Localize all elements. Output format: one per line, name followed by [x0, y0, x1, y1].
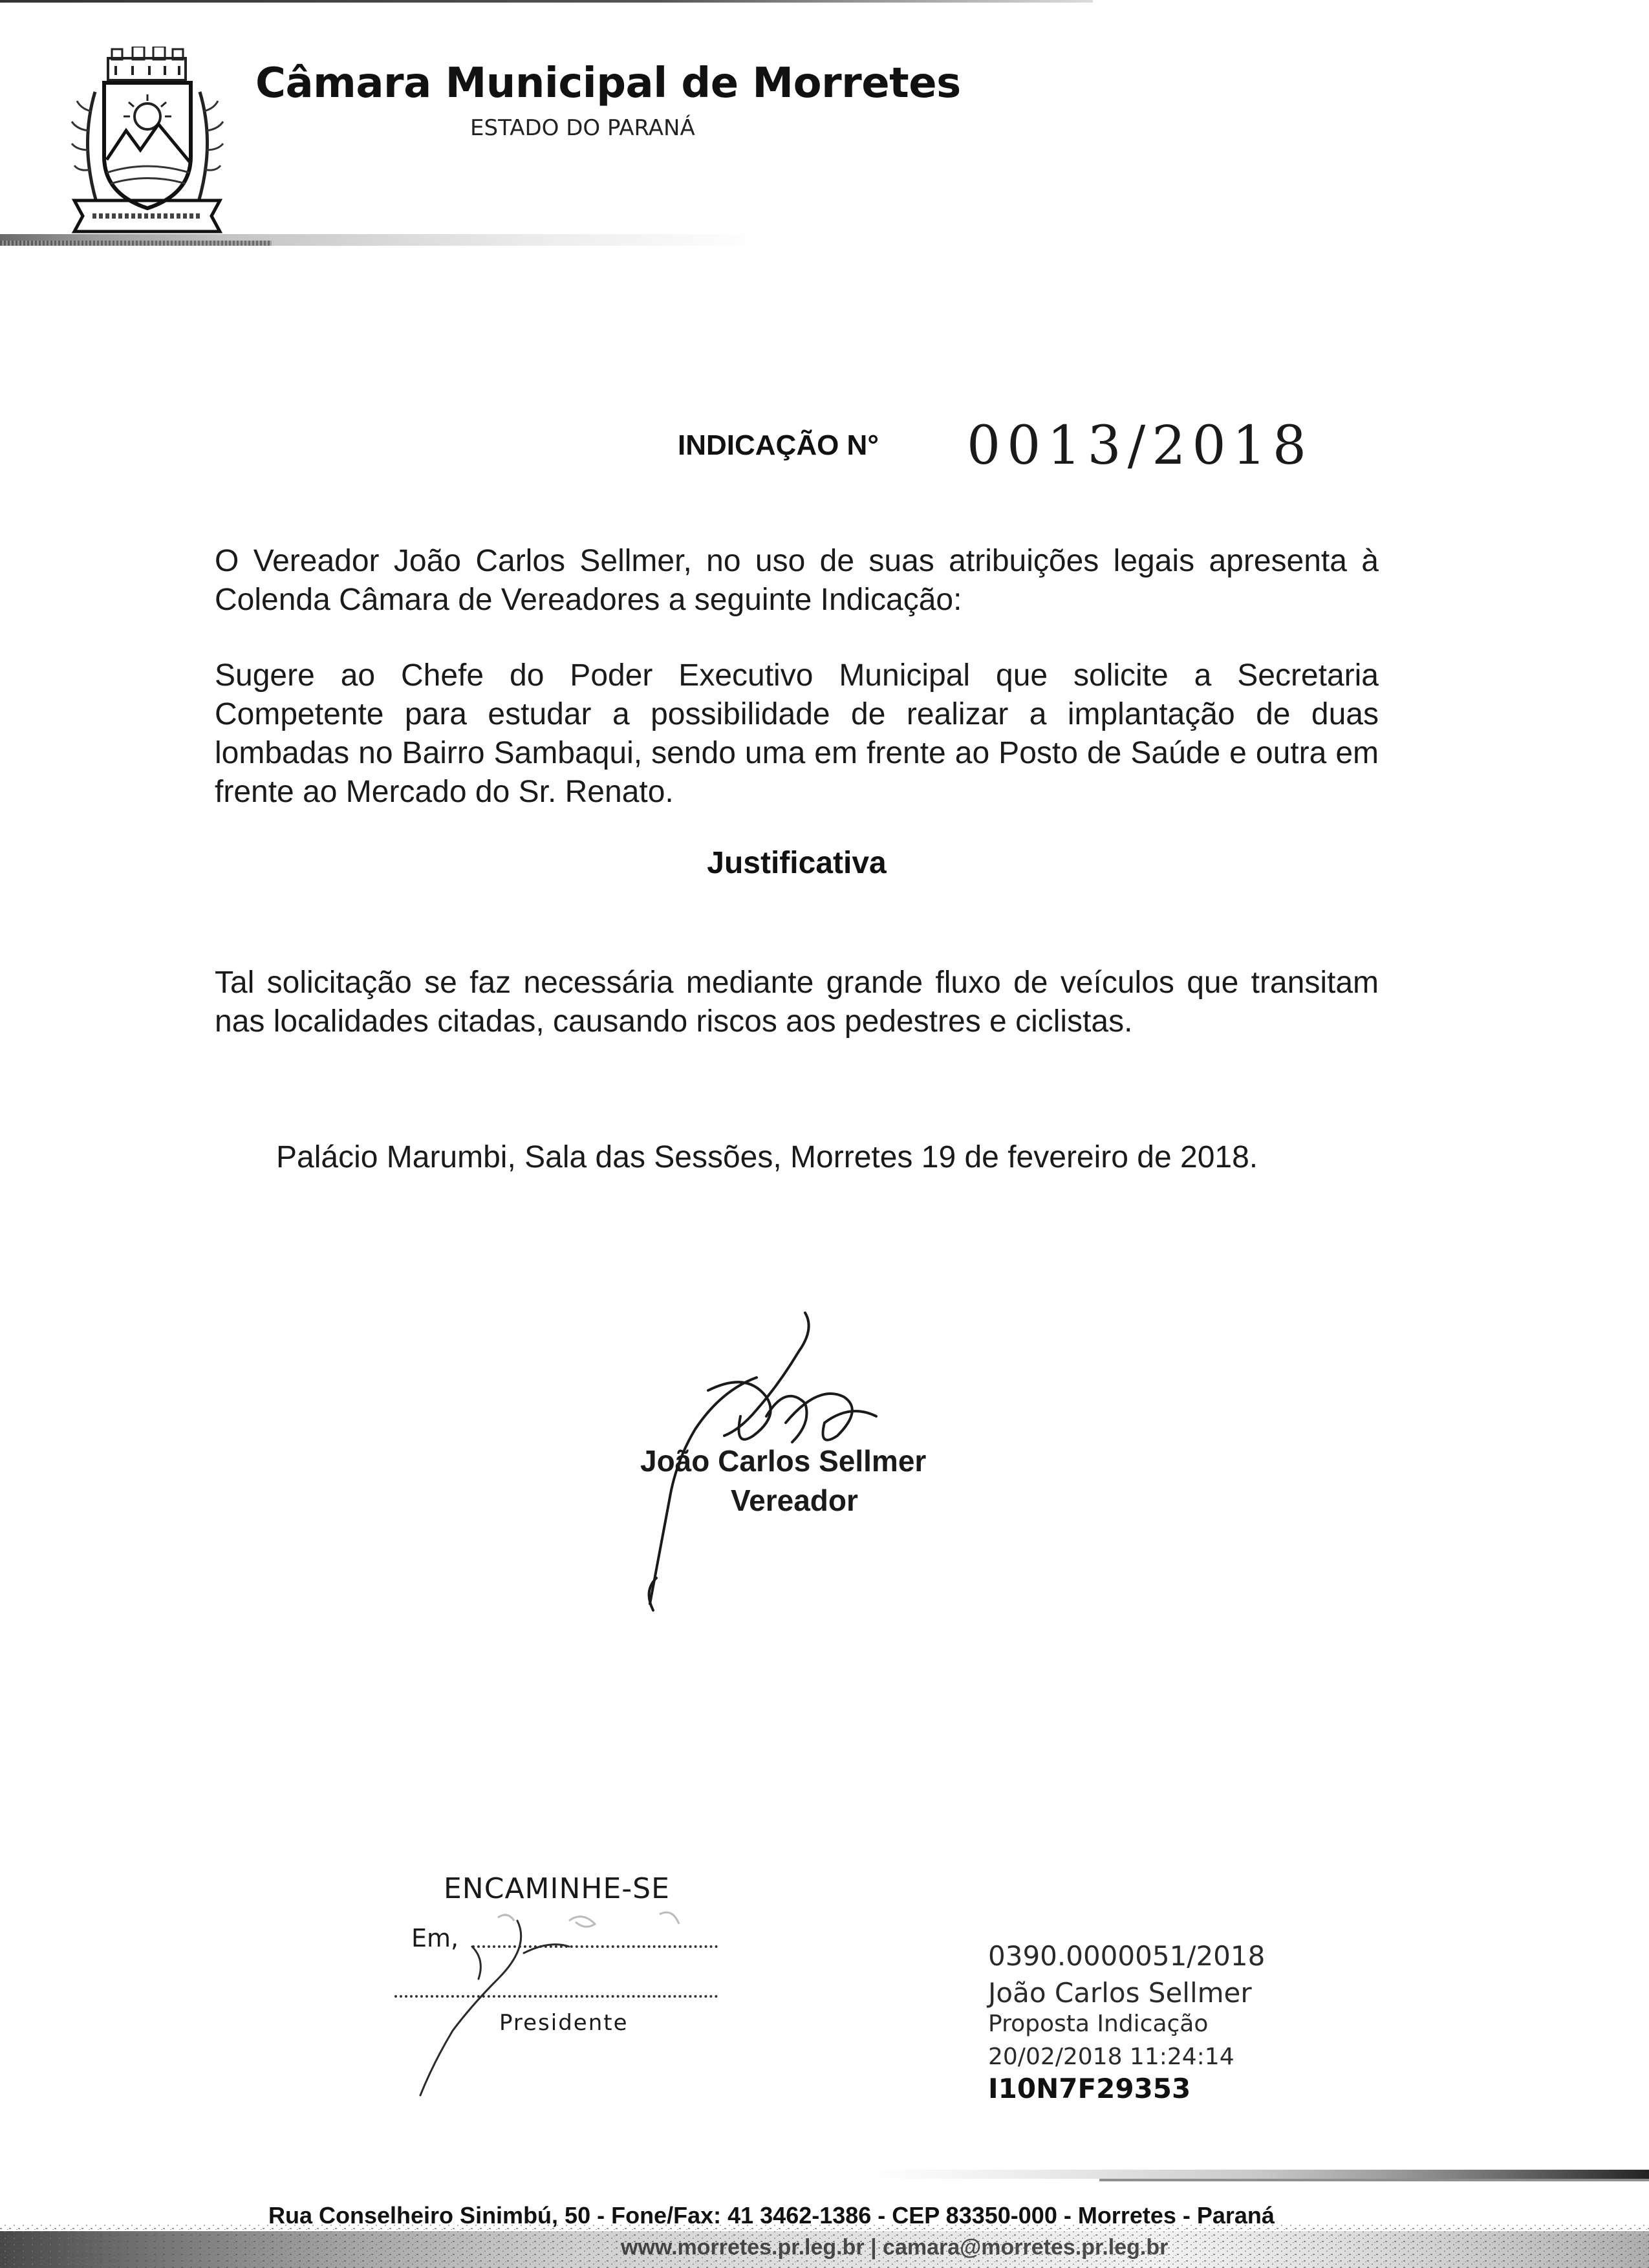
signatory-role: Vereador [731, 1484, 858, 1517]
indicacao-label: INDICAÇÃO N° [678, 429, 879, 461]
protocol-author: João Carlos Sellmer [988, 1977, 1252, 2009]
header-divider-texture [0, 241, 272, 246]
footer-address: Rua Conselheiro Sinimbú, 50 - Fone/Fax: 41 3462-1386 - CEP 83350-000 - Morretes - Paraná [268, 2202, 1275, 2229]
footer-contact: www.morretes.pr.leg.br | camara@morretes.pr.leg.br [621, 2235, 1169, 2260]
justification-heading: Justificativa [707, 846, 887, 880]
protocol-type: Proposta Indicação [988, 2011, 1209, 2037]
protocol-code: 0390.0000051/2018 [988, 1940, 1266, 1972]
signatory-name: João Carlos Sellmer [640, 1444, 927, 1478]
place-date: Palácio Marumbi, Sala das Sessões, Morretes 19 de fevereiro de 2018. [276, 1140, 1258, 1174]
request-paragraph: Sugere ao Chefe do Poder Executivo Municipal que solicite a Secretaria Competente para estudar a possibilidade de realizar a implantação de duas lombadas no Bairro Sambaqui, sendo uma em frente ao Posto de Saúde e outra em frente ao Mercado do Sr. Renato. [215, 658, 1379, 809]
protocol-datetime: 20/02/2018 11:24:14 [988, 2044, 1234, 2070]
justification-paragraph: Tal solicitação se faz necessária mediante grande fluxo de veículos que transitam nas localidades citadas, causando riscos aos pedestres e ciclistas. [215, 966, 1379, 1039]
protocol-id: I10N7F29353 [988, 2073, 1191, 2104]
intro-paragraph: O Vereador João Carlos Sellmer, no uso de suas atribuições legais apresenta à Colenda Câmara de Vereadores a seguinte Indicação: [215, 544, 1379, 617]
org-state: ESTADO DO PARANÁ [470, 115, 695, 141]
forwarding-title: ENCAMINHE-SE [444, 1872, 670, 1905]
municipal-crest-icon [61, 47, 233, 234]
forwarding-signature-icon [401, 1908, 763, 2102]
org-name: Câmara Municipal de Morretes [255, 59, 961, 107]
scan-top-edge [0, 0, 1093, 3]
indicacao-number: 0013/2018 [967, 415, 1313, 477]
forwarding-date-label: Em, [411, 1924, 459, 1952]
forwarding-role: Presidente [499, 2010, 629, 2036]
